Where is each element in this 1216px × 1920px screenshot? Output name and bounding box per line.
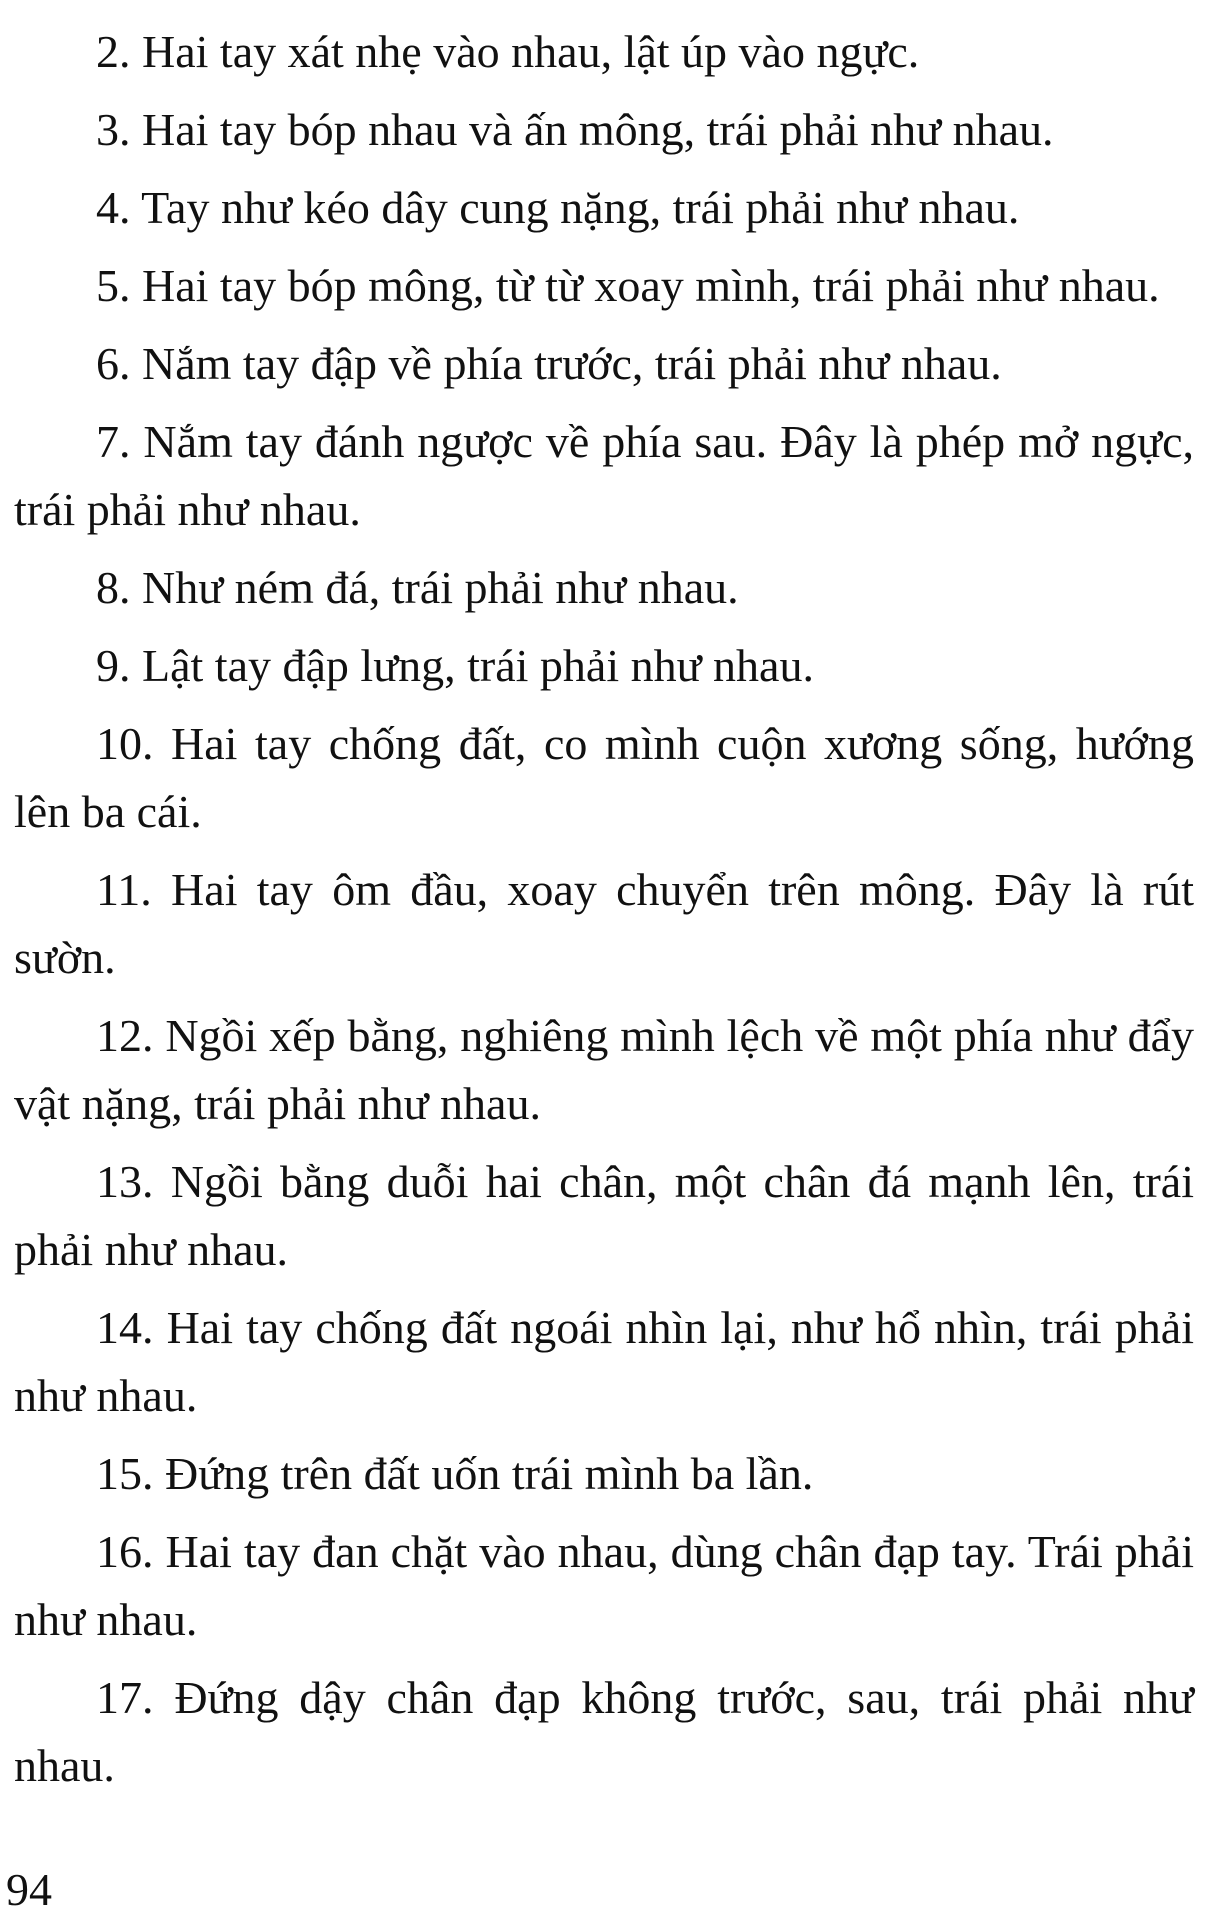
paragraph-item-16: 16. Hai tay đan chặt vào nhau, dùng chân đạp tay. Trái phải như nhau.: [14, 1526, 1194, 1645]
paragraph-item-10: 10. Hai tay chống đất, co mình cuộn xương sống, hướng lên ba cái.: [14, 718, 1194, 837]
page-body: [14, 18, 1194, 1810]
paragraph-item-15: 15. Đứng trên đất uốn trái mình ba lần.: [96, 1448, 814, 1499]
paragraph-item-9: 9. Lật tay đập lưng, trái phải như nhau.: [96, 640, 814, 691]
paragraph-item-14: 14. Hai tay chống đất ngoái nhìn lại, như hổ nhìn, trái phải như nhau.: [14, 1302, 1194, 1421]
paragraph-item-17: 17. Đứng dậy chân đạp không trước, sau, trái phải như nhau.: [14, 1672, 1194, 1791]
paragraph-item-7: 7. Nắm tay đánh ngược về phía sau. Đây là phép mở ngực, trái phải như nhau.: [14, 416, 1194, 535]
page-number: 94: [6, 1864, 52, 1915]
paragraph-item-12: 12. Ngồi xếp bằng, nghiêng mình lệch về một phía như đẩy vật nặng, trái phải như nhau.: [14, 1010, 1194, 1129]
paragraph-item-3: 3. Hai tay bóp nhau và ấn mông, trái phải như nhau.: [96, 104, 1054, 155]
paragraph-item-8: 8. Như ném đá, trái phải như nhau.: [96, 562, 739, 613]
paragraph-item-2: 2. Hai tay xát nhẹ vào nhau, lật úp vào ngực.: [96, 26, 920, 77]
paragraph-item-4: 4. Tay như kéo dây cung nặng, trái phải như nhau.: [96, 182, 1020, 233]
paragraph-item-6: 6. Nắm tay đập về phía trước, trái phải như nhau.: [96, 338, 1002, 389]
paragraph-item-5: 5. Hai tay bóp mông, từ từ xoay mình, trái phải như nhau.: [96, 260, 1160, 311]
paragraph-item-13: 13. Ngồi bằng duỗi hai chân, một chân đá mạnh lên, trái phải như nhau.: [14, 1156, 1194, 1275]
paragraph-item-11: 11. Hai tay ôm đầu, xoay chuyển trên mông. Đây là rút sườn.: [14, 864, 1194, 983]
